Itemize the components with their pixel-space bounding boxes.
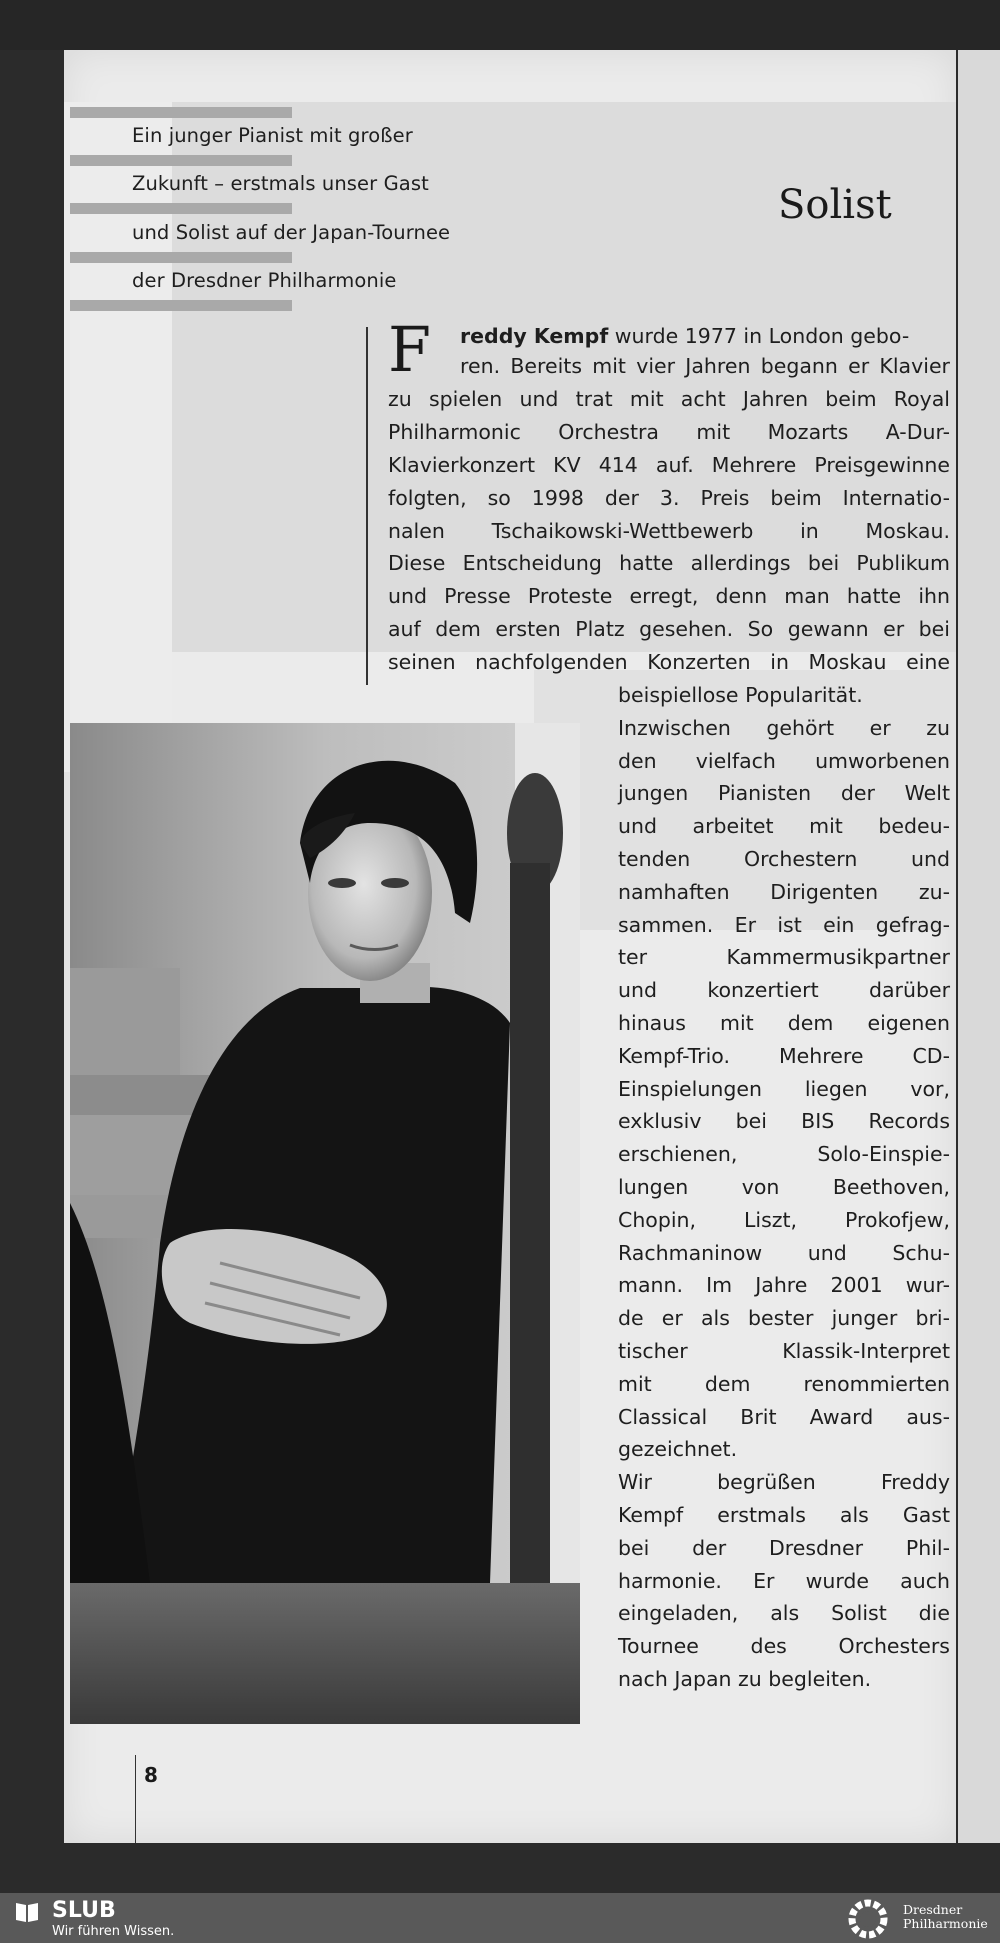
article-line: zu spielen und trat mit acht Jahren beim Royal	[388, 387, 950, 411]
book-icon	[14, 1900, 40, 1924]
article-line: Kempf-Trio. Mehrere CD-	[618, 1043, 950, 1068]
article-line: erschienen, Solo-Einspie-	[618, 1142, 950, 1167]
article-line: auf dem ersten Platz gesehen. So gewann er bei	[388, 617, 950, 641]
article-line: Chopin, Liszt, Prokofjew,	[618, 1207, 950, 1232]
article-line: Classical Brit Award aus-	[618, 1404, 950, 1429]
tagline-stripe	[70, 203, 292, 214]
tagline-stripe	[70, 300, 292, 311]
page-number: 8	[144, 1763, 158, 1787]
article-line: folgten, so 1998 der 3. Preis beim Internatio-	[388, 486, 950, 510]
tagline-line: und Solist auf der Japan-Tournee	[132, 221, 451, 244]
intro-rule	[366, 327, 368, 685]
article-line: jungen Pianisten der Welt	[618, 781, 950, 806]
scan-background-top	[0, 0, 1000, 50]
article-line: ter Kammermusikpartner	[618, 945, 950, 970]
next-page-edge	[958, 50, 1000, 1843]
article-line: hinaus mit dem eigenen	[618, 1011, 950, 1035]
article-line: und Presse Proteste erregt, denn man hatte ihn	[388, 584, 950, 608]
article-line: Einspielungen liegen vor,	[618, 1076, 950, 1101]
article-line: Tournee des Orchesters	[618, 1634, 950, 1659]
article-line: und konzertiert darüber	[618, 978, 950, 1003]
library-name: SLUB	[52, 1898, 116, 1923]
article-line: Philharmonic Orchestra mit Mozarts A-Dur-	[388, 420, 950, 444]
article-line: Diese Entscheidung hatte allerdings bei Publikum	[388, 551, 950, 575]
tagline-line: der Dresdner Philharmonie	[132, 269, 397, 292]
orchestra-name	[903, 1903, 988, 1931]
article-line: mann. Im Jahre 2001 wur-	[618, 1273, 950, 1298]
article-line: tischer Klassik-Interpret	[618, 1339, 950, 1363]
article-line: de er als bester junger bri-	[618, 1306, 950, 1331]
article-line: gezeichnet.	[618, 1437, 738, 1462]
article-line: exklusiv bei BIS Records	[618, 1109, 950, 1134]
article-line: Klavierkonzert KV 414 auf. Mehrere Preisgewinne	[388, 453, 950, 477]
artist-name: reddy Kempf	[460, 324, 609, 348]
article-line: Kempf erstmals als Gast	[618, 1503, 950, 1527]
article-line: sammen. Er ist ein gefrag-	[618, 912, 950, 937]
article-line: beispiellose Popularität.	[618, 683, 863, 707]
tagline-stripe	[70, 252, 292, 263]
article-line: eingeladen, als Solist die	[618, 1601, 950, 1626]
portrait-photo	[70, 723, 580, 1724]
article-line: lungen von Beethoven,	[618, 1175, 950, 1199]
tagline-line: Zukunft – erstmals unser Gast	[132, 172, 429, 195]
document-page	[64, 50, 956, 1843]
article-line: Rachmaninow und Schu-	[618, 1240, 950, 1265]
article-line: den vielfach umworbenen	[618, 748, 950, 773]
first-line-text: wurde 1977 in London gebo-	[608, 324, 910, 348]
article-line: namhaften Dirigenten zu-	[618, 879, 950, 904]
orchestra-name-line1: Dresdner	[903, 1902, 963, 1917]
article-line: seinen nachfolgenden Konzerten in Moskau eine	[388, 650, 950, 674]
article-line: und arbeitet mit bedeu-	[618, 814, 950, 839]
article-line: mit dem renommierten	[618, 1371, 950, 1396]
section-heading: Solist	[778, 182, 892, 228]
article-line: Inzwischen gehört er zu	[618, 715, 950, 740]
tagline-stripe	[70, 107, 292, 118]
library-tagline: Wir führen Wissen.	[52, 1924, 175, 1939]
tagline-line: Ein junger Pianist mit großer	[132, 124, 413, 147]
article-line: tenden Orchestern und	[618, 847, 950, 871]
article-line: bei der Dresdner Phil-	[618, 1535, 950, 1560]
article-line-first	[460, 323, 950, 349]
article-line: nach Japan zu begleiten.	[618, 1667, 872, 1691]
article-line: nalen Tschaikowski-Wettbewerb in Moskau.	[388, 519, 950, 543]
tagline-stripe	[70, 155, 292, 166]
drop-cap: F	[388, 313, 432, 386]
orchestra-logo-icon	[842, 1896, 894, 1942]
article-line: ren. Bereits mit vier Jahren begann er Klavier	[460, 354, 950, 378]
orchestra-name-line2: Philharmonie	[903, 1916, 988, 1931]
page-number-rule	[135, 1755, 136, 1843]
article-line: Wir begrüßen Freddy	[618, 1470, 950, 1495]
article-line: harmonie. Er wurde auch	[618, 1568, 950, 1593]
